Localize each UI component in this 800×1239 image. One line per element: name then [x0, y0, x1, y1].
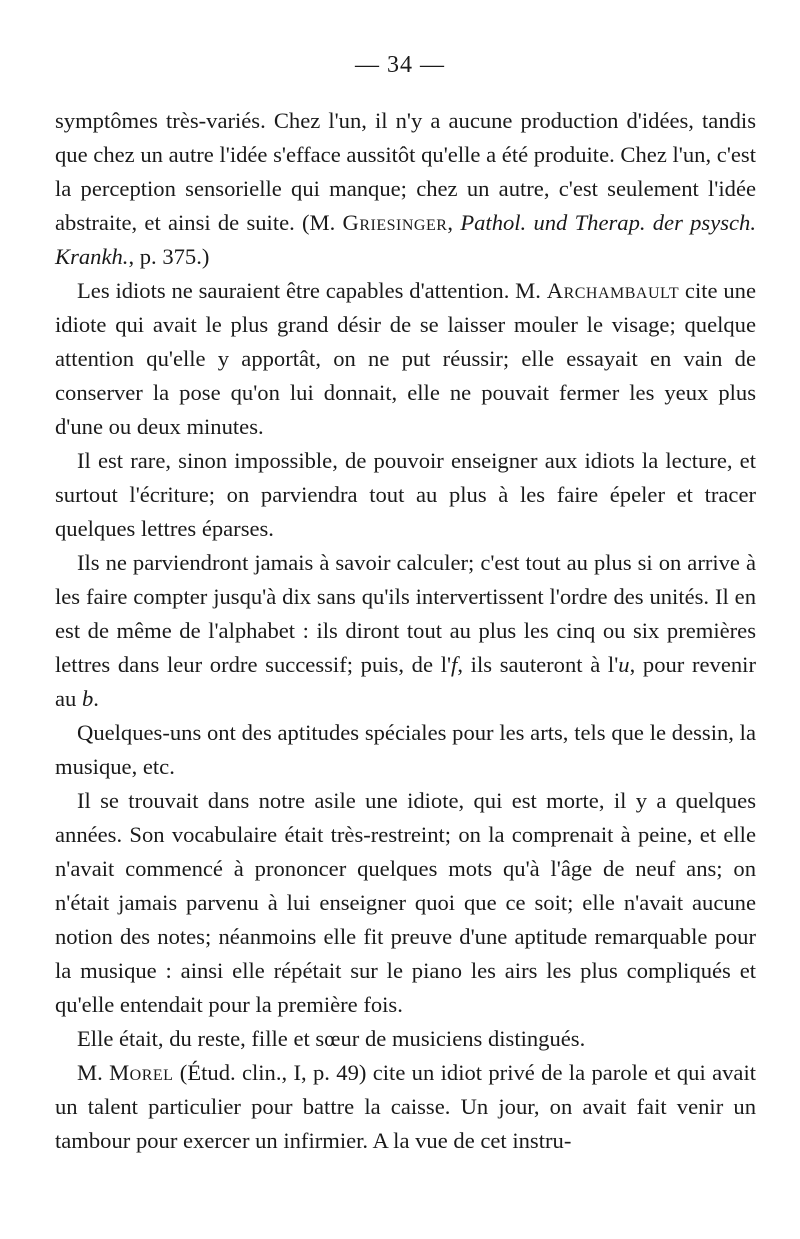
paragraph-6	[55, 784, 756, 1022]
text-run: Pathol. und Therap. der psysch. Krankh.	[55, 210, 756, 269]
text-run: Archambault	[546, 278, 680, 303]
paragraph-3	[55, 444, 756, 546]
text-run: f	[451, 652, 458, 677]
text-run: cite une idiote qui avait le plus grand désir de se laisser mouler le visage; quelque attention qu'elle y apportât, on ne put réussir; elle essayait en vain de conserver la pose qu'on lui donnait, elle ne pouvait fermer les yeux plus d'une ou deux minutes.	[55, 278, 756, 439]
text-run: Morel	[109, 1060, 174, 1085]
text-run: Quelques-uns ont des aptitudes spéciales pour les arts, tels que le dessin, la musique, etc.	[55, 720, 756, 779]
text-run: (Étud. clin., I, p. 49) cite un idiot privé de la parole et qui avait un talent particulier pour battre la caisse. Un jour, on avait fait venir un tambour pour exercer un infirmier. A la vue de cet instru-	[55, 1060, 756, 1153]
text-run: Griesinger	[342, 210, 448, 235]
text-run: M.	[77, 1060, 110, 1085]
text-run: Elle était, du reste, fille et sœur de musiciens distingués.	[77, 1026, 586, 1051]
paragraph-1	[55, 104, 756, 274]
text-run: symptômes très-variés. Chez l'un, il n'y a aucune production d'idées, tandis que chez un autre l'idée s'efface aussitôt qu'elle a été produite. Chez l'un, c'est la perception sensorielle qui manque; chez un autre, c'est seulement l'idée abstraite, et ainsi de suite. (M.	[55, 108, 756, 235]
text-run: Il est rare, sinon impossible, de pouvoir enseigner aux idiots la lecture, et surtout l'écriture; on parviendra tout au plus à les faire épeler et tracer quelques lettres éparses.	[55, 448, 756, 541]
text-run: u	[618, 652, 630, 677]
text-run: Les idiots ne sauraient être capables d'attention. M.	[77, 278, 547, 303]
paragraph-4	[55, 546, 756, 716]
page-number: — 34 —	[355, 52, 445, 78]
text-run: b	[81, 686, 94, 711]
text-run: Ils ne parviendront jamais à savoir calculer; c'est tout au plus si on arrive à les faire compter jusqu'à dix sans qu'ils intervertissent l'ordre des unités. Il en est de même de l'alphabet : ils diront tout au plus les cinq ou six premières lettres dans leur ordre successif; puis, de l'	[55, 550, 756, 677]
paragraph-7	[55, 1022, 756, 1056]
text-run: .	[93, 686, 99, 711]
body-text	[55, 104, 756, 1158]
text-run: Il se trouvait dans notre asile une idiote, qui est morte, il y a quelques années. Son vocabulaire était très-restreint; on la comprenait à peine, et elle n'avait commencé à prononcer quelques mots qu'à l'âge de neuf ans; on n'était jamais parvenu à lui enseigner quoi que ce soit; elle n'avait aucune notion des notes; néanmoins elle fit preuve d'une aptitude remarquable pour la musique : ainsi elle répétait sur le piano les airs les plus compliqués et qu'elle entendait pour la première fois.	[55, 788, 756, 1017]
paragraph-8	[55, 1056, 756, 1158]
text-run: , pour revenir au	[55, 652, 756, 711]
text-run: , ils sauteront à l'	[457, 652, 619, 677]
text-run: ,	[447, 210, 461, 235]
text-run: , p. 375.)	[128, 244, 210, 269]
paragraph-2	[55, 274, 756, 444]
paragraph-5	[55, 716, 756, 784]
